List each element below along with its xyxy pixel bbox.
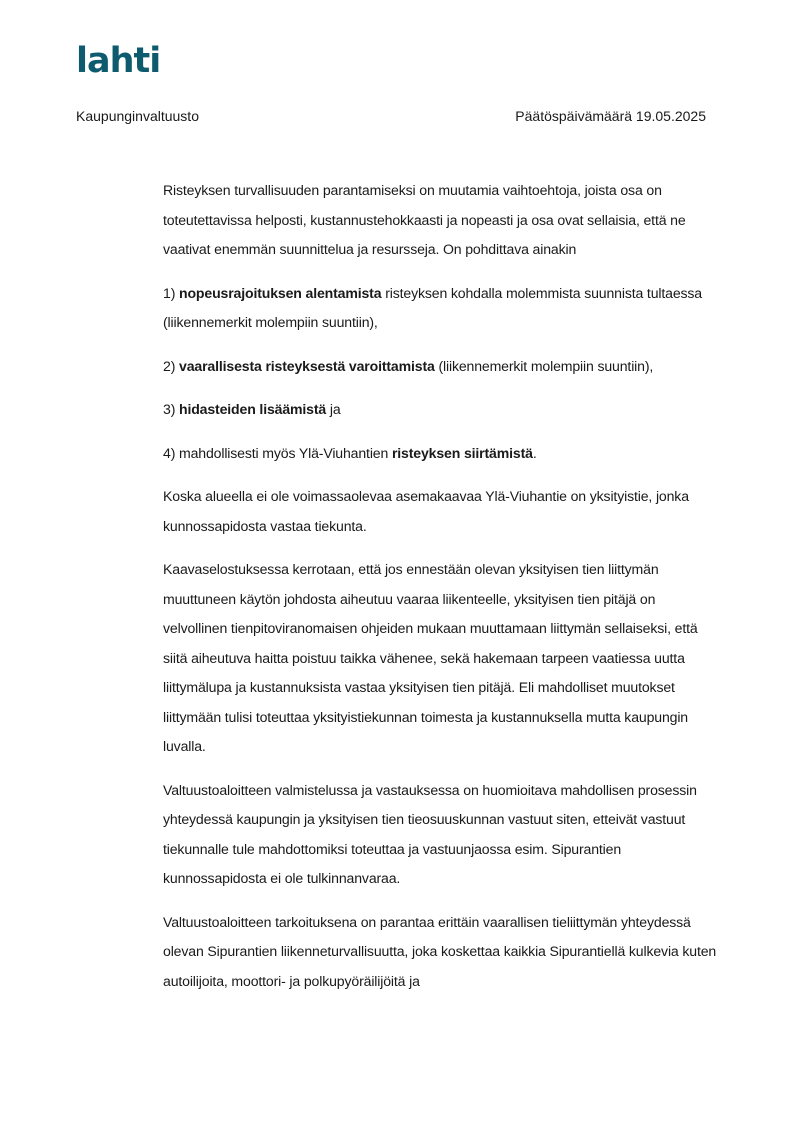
list-item-emphasis: risteyksen siirtämistä — [391, 444, 533, 461]
list-item-rest: ja — [326, 401, 341, 417]
decision-date: Päätöspäivämäärä 19.05.2025 — [515, 108, 706, 124]
list-item-prefix: 2) — [163, 357, 179, 374]
paragraph-intro: Risteyksen turvallisuuden parantamiseksi on muutamia vaihtoehtoja, joista osa on toteutettavissa helposti, kustannustehokkaasti ja nopeasti ja osa ovat sellaisia, että ne vaativat enemmän suunnittelua ja resursseja. On pohdittava ainakin — [163, 182, 686, 257]
paragraph-plan-description: Kaavaselostuksessa kerrotaan, että jos ennestään olevan yksityisen tien liittymän muuttuneen käytön johdosta aiheutuu vaaraa liikenteelle, yksityisen tien pitäjä on velvollinen tienpitoviranomaisen ohjeiden mukaan muuttamaan liittymän sellaiseksi, että siitä aiheutuva haitta poistuu taikka vähenee, sekä hakemaan tarpeen vaatiessa uutta liittymälupa ja kustannuksista vastaa yksityisen tien pitäjä. Eli mahdolliset muutokset liittymään tulisi toteuttaa yksityistiekunnan toimesta ja kustannuksella mutta kaupungin luvalla. — [163, 561, 698, 754]
list-item-1 — [163, 279, 721, 338]
paragraph-private-road: Koska alueella ei ole voimassaolevaa asemakaavaa Ylä-Viuhantie on yksityistie, jonka kunnossapidosta vastaa tiekunta. — [163, 488, 689, 534]
paragraph-purpose: Valtuustoaloitteen tarkoituksena on parantaa erittäin vaarallisen tieliittymän yhteydessä olevan Sipurantien liikenneturvallisuutta, joka koskettaa kaikkia Sipurantiellä kulkevia kuten autoilijoita, moottori- ja polkupyöräilijöitä ja — [163, 913, 717, 989]
list-item-prefix: 3) — [163, 401, 179, 417]
document-body — [163, 176, 721, 1010]
list-item-emphasis: hidasteiden lisäämistä — [179, 401, 327, 417]
list-item-prefix: 4) mahdollisesti myös Ylä-Viuhantien — [163, 444, 392, 461]
list-item-2 — [163, 352, 721, 382]
list-item-4 — [163, 439, 721, 469]
list-item-rest: risteyksen kohdalla molemmista suunnista tultaessa (liikennemerkit molempiin suuntiin), — [163, 284, 702, 330]
list-item-rest: (liikennemerkit molempiin suuntiin), — [434, 357, 654, 374]
list-item-prefix: 1) — [163, 284, 179, 301]
list-item-3 — [163, 395, 721, 425]
lahti-logo: lahti — [76, 41, 161, 81]
list-item-emphasis: vaarallisesta risteyksestä varoittamista — [179, 357, 435, 374]
paragraph-responsibilities: Valtuustoaloitteen valmistelussa ja vastauksessa on huomioitava mahdollisen prosessin yhteydessä kaupungin ja yksityisen tien tieosuuskunnan vastuut siten, etteivät vastuut tiekunnalle tule mahdottomiksi toteuttaa ja vastuunjaossa esim. Sipurantien kunnossapidosta ei ole tulkinnanvaraa. — [163, 781, 697, 886]
list-item-rest: . — [532, 444, 537, 461]
list-item-emphasis: nopeusrajoituksen alentamista — [179, 284, 382, 301]
organization-label: Kaupunginvaltuusto — [76, 108, 199, 124]
